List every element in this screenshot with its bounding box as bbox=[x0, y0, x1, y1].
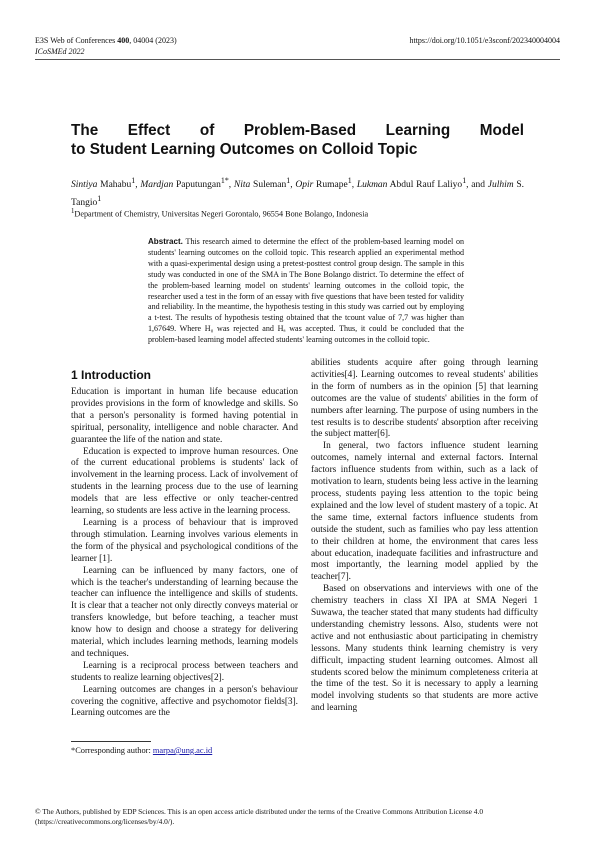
paragraph: Learning is a reciprocal process between teachers and students to realize learning objectives[2]. bbox=[71, 660, 298, 683]
paragraph: Based on observations and interviews with one of the chemistry teachers in class XI IPA at SMA Negeri 1 Suwawa, the teacher stated that many students had difficulty understanding chemistry lessons. Also, students were not active and not enthusiastic about participating in chemistry lessons. Many students think learning chemistry is very difficult, impacting student learning outcomes. Almost all students scored below the minimum completeness criteria at the time of the test. So it is necessary to apply a learning model involving students so that students are more active and learning bbox=[311, 584, 538, 714]
paragraph: Education is expected to improve human resources. One of the current educational problems is students' lack of involvement in the learning process. Lack of involvement of students in the learning process due to the use of learning models that are less effective or only teacher-centred learning, so students are less active in the learning process. bbox=[71, 446, 298, 517]
author-name: Sintiya Mahabu$^1$ bbox=[71, 176, 136, 191]
paragraph: Learning outcomes are changes in a person's behaviour covering the cognitive, affective and psychomotor fields[3]. Learning outcomes are the bbox=[71, 684, 298, 719]
abstract-label: Abstract. bbox=[148, 237, 183, 246]
doi-link[interactable]: https://doi.org/10.1051/e3sconf/202340004004 bbox=[409, 36, 560, 45]
license-notice: © The Authors, published by EDP Sciences. This is an open access article distributed under the terms of the Creative Commons Attribution License 4.0 (https://creativecommons.org/licenses/by/4.0/). bbox=[35, 807, 484, 826]
paper-title bbox=[71, 121, 524, 159]
journal-citation: E3S Web of Conferences 400, 04004 (2023) bbox=[35, 36, 177, 45]
author-email-link[interactable]: marpa@ung.ac.id bbox=[152, 746, 213, 755]
left-column bbox=[71, 368, 298, 720]
title-line-2: to Student Learning Outcomes on Colloid Topic bbox=[71, 141, 418, 158]
paragraph: Learning is a process of behaviour that is improved through stimulation. Learning involves various elements in the form of the physical and psychological conditions of the learner [1]. bbox=[71, 517, 298, 564]
author-name: Lukman Abdul Rauf Laliyo$^1$ bbox=[356, 176, 467, 191]
author-conjunction: and bbox=[471, 180, 488, 191]
paragraph: Education is important in human life because education provides provisions in the form of knowledge and skills. So that a person's personality is formed having potential in spiritual, personality, intelligence and noble character. And guarantee the life of the nation and state. bbox=[71, 387, 298, 445]
abstract-text: This research aimed to determine the effect of the problem-based learning model on students' learning outcomes on the colloid topic. This research applied an experimental method with a quasi-experimental design using a pretest-posttest control group design. The sample in this study was conducted in one of the SMA in The Bone Bolango district. To determine the effect of the problem-based learning model on students' learning outcomes in the colloid topic, the researcher used a test in the form of an essay with five questions that have been tested for validity and reliability. In the meantime, the hypothesis testing in this study was carried out by employing a t-test. The results of hypothesis testing obtained that the tcount value of 7,7 was higher than 1,67649. Where H₀ was rejected and Hₐ was accepted. Thus, it could be concluded that the problem-based learning model affected students' learning outcomes in the colloid topic. bbox=[148, 237, 464, 345]
affiliation: $^1$Department of Chemistry, Universitas Negeri Gorontalo, 96554 Bone Bolango, Indonesia bbox=[71, 208, 369, 219]
right-column bbox=[311, 358, 538, 715]
section-heading: 1 Introduction bbox=[71, 368, 151, 382]
author-list: Sintiya Mahabu$^1$, Mardjan Paputungan$^{1*}$, Nita Suleman$^1$, Opir Rumape$^1$, Lukman Abdul Rauf Laliyo$^1$, and Julhim S. Tangio$^1$ bbox=[71, 176, 525, 209]
author-name: Mardjan Paputungan$^{1*}$ bbox=[140, 176, 229, 191]
author-name: Opir Rumape$^1$ bbox=[295, 176, 352, 191]
paragraph: In general, two factors influence student learning outcomes, namely internal and external factors. Internal factors influence students from within, such as a lack of motivation to learn, students being less active in the learning process, students paying less attention to the topic being explained and the low level of student mastery of a topic. At the same time, external factors influence students from outside the student, such as families who pay less attention to their children at home, the environment that cares less about education, inadequate facilities and infrastructure and most importantly, the learning model applied by the teacher[7]. bbox=[311, 441, 538, 583]
paragraph: Learning can be influenced by many factors, one of which is the teacher's understanding of learning because the teacher can influence the intelligence and skills of students. It is clear that a teacher not only directly conveys material or transfers knowledge, but before teaching, a teacher must know how to design and choose a strategy for delivering material, which includes learning methods, learning models and techniques. bbox=[71, 565, 298, 659]
title-line-1: The Effect of Problem-Based Learning Model bbox=[71, 122, 524, 139]
author-name: Nita Suleman$^1$ bbox=[233, 176, 291, 191]
abstract bbox=[148, 237, 464, 346]
header-divider bbox=[35, 59, 560, 60]
paragraph: abilities students acquire after going through learning activities[4]. Learning outcomes to reveal students' abilities in the form of numbers as in the opinion [5] that learning outcomes are the value of students' abilities in the form of numbers after learning. The purpose of using numbers in the test results is to describe students' absorption after receiving the subject matter[6]. bbox=[311, 358, 538, 440]
corresponding-author-footnote: *Corresponding author: marpa@ung.ac.id bbox=[71, 746, 213, 755]
conference-name: ICoSMEd 2022 bbox=[35, 47, 85, 56]
running-header-left bbox=[35, 35, 177, 57]
author-name: Julhim S. Tangio$^1$ bbox=[71, 180, 525, 209]
footnote-divider bbox=[71, 741, 151, 742]
